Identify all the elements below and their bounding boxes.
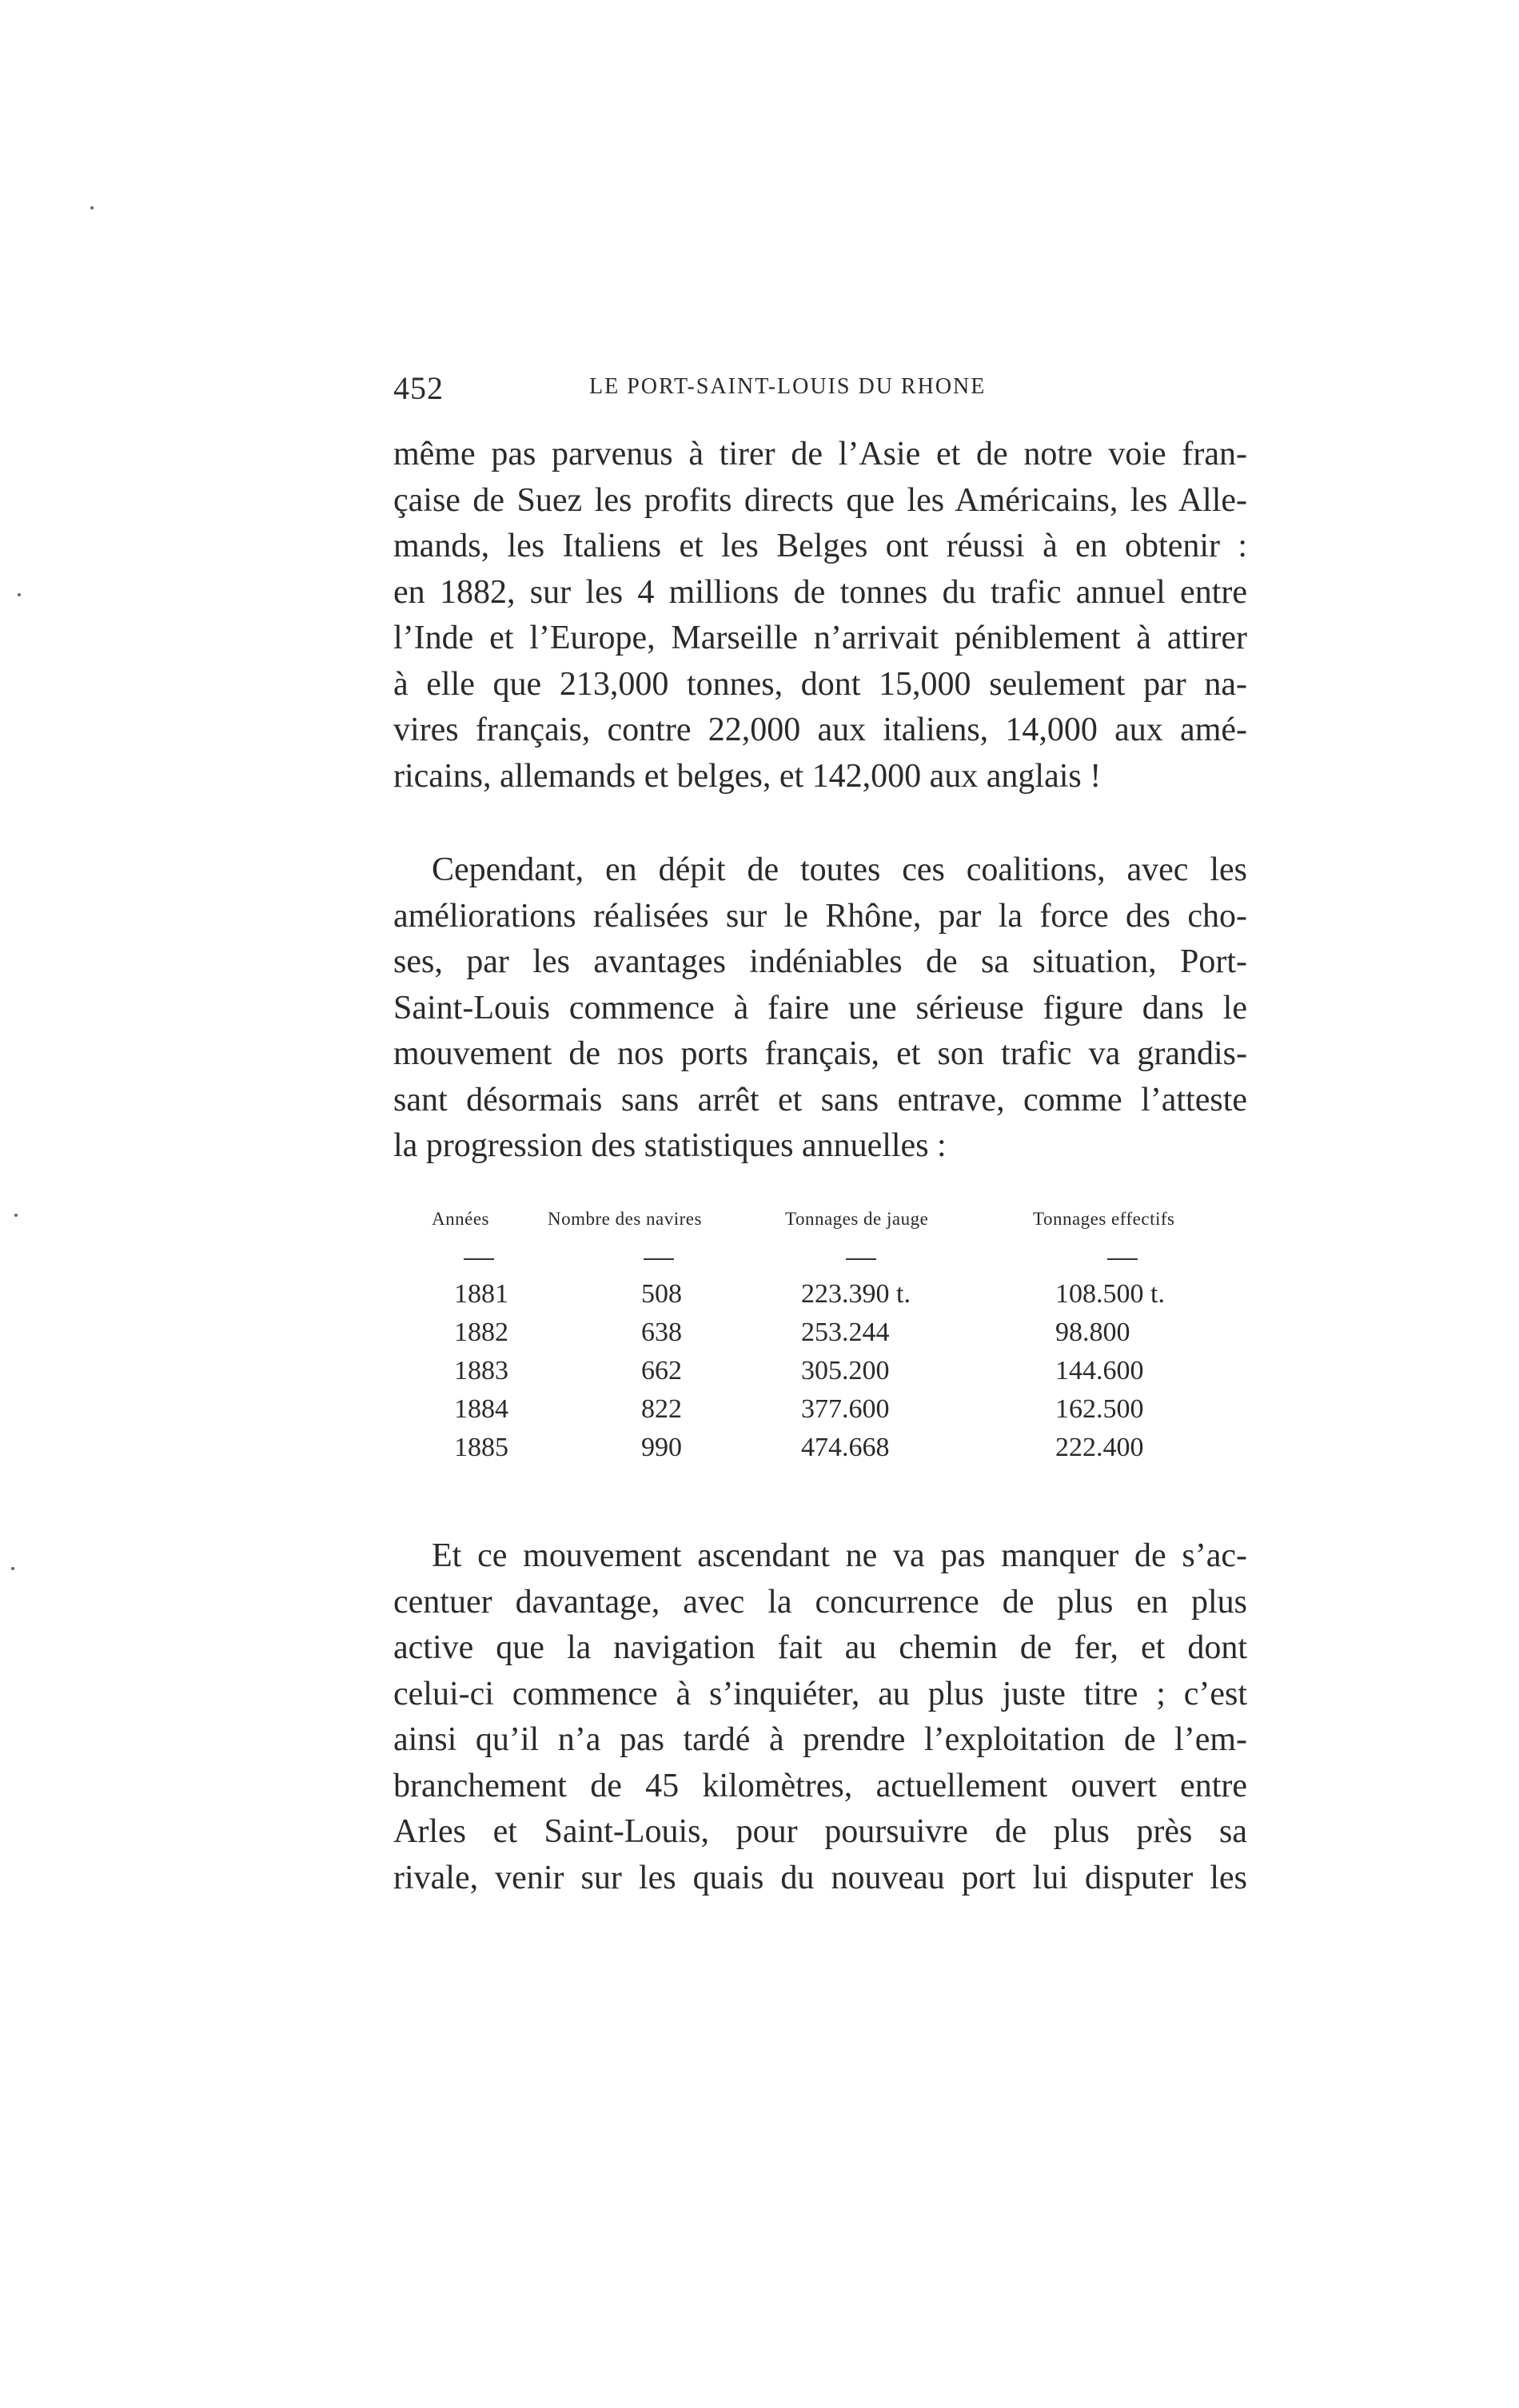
table-cell-ships: 990	[641, 1433, 682, 1462]
text-line: ses, par les avantages indéniables de sa situation, Port-	[393, 943, 1247, 980]
text-line: Saint-Louis commence à faire une sérieuse figure dans le	[393, 989, 1247, 1027]
scan-speck	[11, 1567, 14, 1570]
page-header	[393, 369, 1247, 409]
table-header-cell: Années	[432, 1209, 489, 1229]
text-line: améliorations réalisées sur le Rhône, par la force des cho-	[393, 897, 1247, 935]
table-cell-gauge-tonnage: 377.600	[801, 1394, 890, 1424]
table-row	[424, 1433, 1239, 1471]
table-cell-gauge-tonnage: 474.668	[801, 1433, 890, 1462]
text-line: vires français, contre 22,000 aux italiens, 14,000 aux amé-	[393, 712, 1247, 748]
text-line: à elle que 213,000 tonnes, dont 15,000 seulement par na-	[393, 665, 1247, 703]
text-line: ricains, allemands et belges, et 142,000 aux anglais !	[393, 757, 1102, 795]
table-cell-year: 1885	[454, 1433, 508, 1462]
table-header-row	[424, 1209, 1239, 1247]
text-line: branchement de 45 kilomètres, actuellement ouvert entre	[393, 1767, 1247, 1804]
text-line: celui-ci commence à s’inquiéter, au plus juste titre ; c’est	[393, 1675, 1247, 1712]
table-row	[424, 1318, 1239, 1356]
table-header-cell: Tonnages de jauge	[785, 1209, 929, 1229]
text-line: Arles et Saint-Louis, pour poursuivre de plus près sa	[393, 1813, 1247, 1850]
table-dash-row	[424, 1247, 1239, 1279]
text-line: l’Inde et l’Europe, Marseille n’arrivait péniblement à attirer	[393, 620, 1247, 656]
text-line: même pas parvenus à tirer de l’Asie et de notre voie fran-	[393, 436, 1247, 472]
paragraph-3	[393, 1533, 1247, 1901]
table-cell-ships: 662	[641, 1356, 682, 1385]
text-line: centuer davantage, avec la concurrence de plus en plus	[393, 1583, 1247, 1621]
table-cell-effective-tonnage: 144.600	[1055, 1356, 1144, 1385]
table-row	[424, 1394, 1239, 1433]
text-line: la progression des statistiques annuelles :	[393, 1127, 947, 1164]
table-cell-effective-tonnage: 98.800	[1055, 1318, 1130, 1347]
text-line: active que la navigation fait au chemin de fer, et dont	[393, 1629, 1247, 1666]
table-row	[424, 1356, 1239, 1394]
table-cell-ships: 638	[641, 1318, 682, 1347]
table-cell-gauge-tonnage: 305.200	[801, 1356, 890, 1385]
text-line: Cependant, en dépit de toutes ces coalitions, avec les	[432, 851, 1247, 888]
table-cell-ships: 822	[641, 1394, 682, 1424]
table-cell-ships: 508	[641, 1279, 682, 1309]
table-cell-effective-tonnage: 222.400	[1055, 1433, 1144, 1462]
text-line: ainsi qu’il n’a pas tardé à prendre l’exploitation de l’em-	[393, 1721, 1247, 1758]
page-number: 452	[393, 370, 444, 406]
table-header-cell: Tonnages effectifs	[1033, 1209, 1175, 1229]
statistics-table	[424, 1209, 1239, 1471]
table-row	[424, 1279, 1239, 1318]
paragraph-2	[393, 847, 1247, 1170]
text-line: Et ce mouvement ascendant ne va pas manquer de s’ac-	[432, 1537, 1247, 1574]
scan-speck	[90, 206, 94, 209]
table-cell-year: 1882	[454, 1318, 508, 1347]
text-line: en 1882, sur les 4 millions de tonnes du trafic annuel entre	[393, 573, 1247, 611]
table-cell-effective-tonnage: 162.500	[1055, 1394, 1144, 1424]
table-cell-year: 1883	[454, 1356, 508, 1385]
running-title: LE PORT-SAINT-LOUIS DU RHONE	[589, 374, 987, 399]
table-cell-year: 1884	[454, 1394, 508, 1424]
table-cell-gauge-tonnage: 223.390 t.	[801, 1279, 911, 1309]
table-dash	[846, 1258, 876, 1260]
text-line: çaise de Suez les profits directs que les Américains, les Alle-	[393, 481, 1247, 519]
text-line: mouvement de nos ports français, et son trafic va grandis-	[393, 1035, 1247, 1072]
scan-speck	[14, 1214, 18, 1217]
text-line: mands, les Italiens et les Belges ont réussi à en obtenir :	[393, 528, 1247, 564]
table-cell-gauge-tonnage: 253.244	[801, 1318, 890, 1347]
table-header-cell: Nombre des navires	[548, 1209, 702, 1229]
table-dash	[644, 1258, 674, 1260]
table-dash	[464, 1258, 494, 1260]
table-dash	[1107, 1258, 1138, 1260]
scan-speck	[18, 593, 21, 596]
paragraph-1	[393, 432, 1247, 799]
table-cell-effective-tonnage: 108.500 t.	[1055, 1279, 1165, 1309]
text-line: sant désormais sans arrêt et sans entrave, comme l’atteste	[393, 1081, 1247, 1118]
table-cell-year: 1881	[454, 1279, 508, 1309]
text-line: rivale, venir sur les quais du nouveau port lui disputer les	[393, 1859, 1247, 1896]
